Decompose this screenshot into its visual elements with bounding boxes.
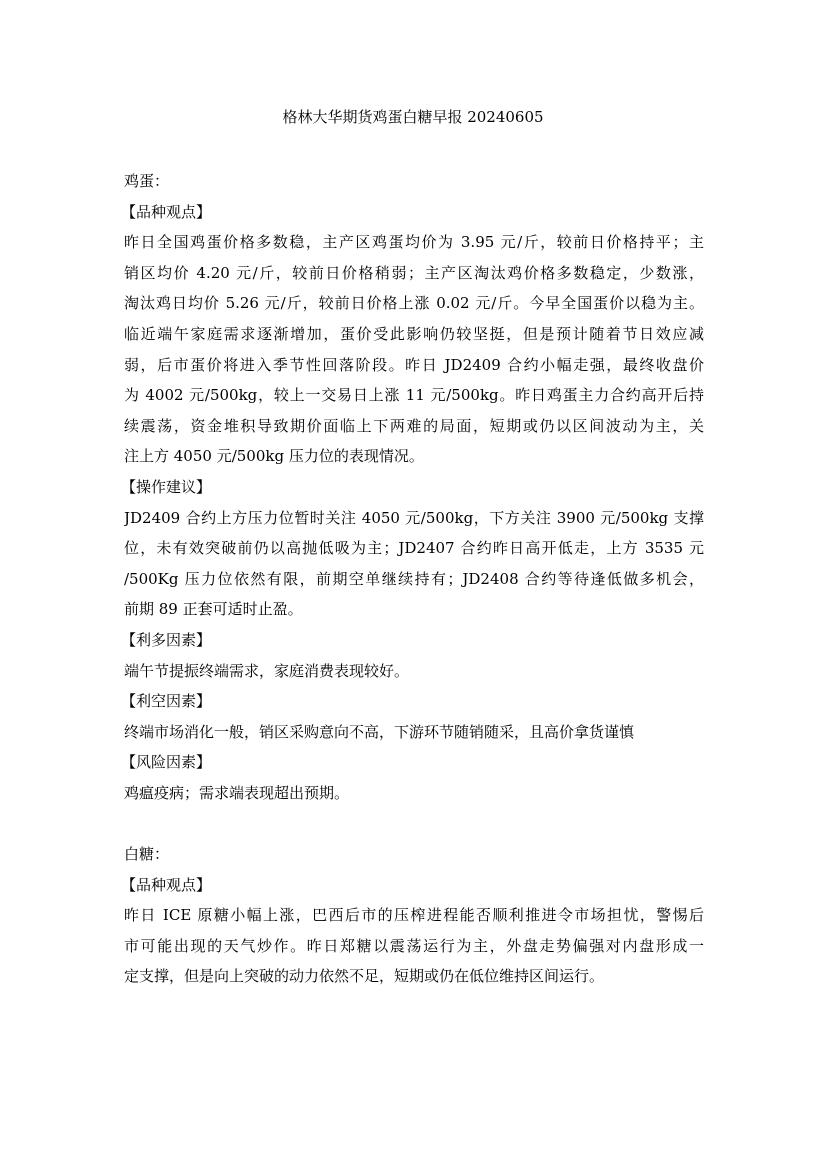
egg-view-line: 注上方 4050 元/500kg 压力位的表现情况。 xyxy=(124,447,424,466)
egg-view-heading: 【品种观点】 xyxy=(121,202,212,221)
egg-view-line: 续震荡，资金堆积导致期价面临上下两难的局面，短期或仍以区间波动为主，关 xyxy=(124,416,704,435)
egg-risk-text: 鸡瘟疫病；需求端表现超出预期。 xyxy=(124,783,350,802)
report-body xyxy=(121,166,704,992)
egg-view-line: 为 4002 元/500kg，较上一交易日上涨 11 元/500kg。昨日鸡蛋主力合约高开后持 xyxy=(124,386,704,405)
egg-view-line: 弱，后市蛋价将进入季节性回落阶段。昨日 JD2409 合约小幅走强，最终收盘价 xyxy=(124,355,704,374)
egg-risk-heading: 【风险因素】 xyxy=(121,753,212,772)
egg-advice-line: 前期 89 正套可适时止盈。 xyxy=(124,600,303,619)
sugar-view-heading: 【品种观点】 xyxy=(121,875,212,894)
sugar-view-line: 昨日 ICE 原糖小幅上涨，巴西后市的压榨进程能否顺利推进令市场担忧，警惕后 xyxy=(124,906,704,925)
egg-advice-line: 位，未有效突破前仍以高抛低吸为主；JD2407 合约昨日高开低走，上方 3535 元 xyxy=(124,539,704,558)
egg-advice-line: JD2409 合约上方压力位暂时关注 4050 元/500kg，下方关注 3900 元/500kg 支撑 xyxy=(124,508,704,527)
egg-bear-text: 终端市场消化一般，销区采购意向不高，下游环节随销随采，且高价拿货谨慎 xyxy=(124,722,635,741)
sugar-view-line: 市可能出现的天气炒作。昨日郑糖以震荡运行为主，外盘走势偏强对内盘形成一 xyxy=(124,936,704,955)
egg-view-line: 销区均价 4.20 元/斤，较前日价格稍弱；主产区淘汰鸡价格多数稳定，少数涨， xyxy=(124,263,704,282)
sugar-view-line: 定支撑，但是向上突破的动力依然不足，短期或仍在低位维持区间运行。 xyxy=(124,967,605,986)
egg-section-heading: 鸡蛋： xyxy=(124,172,170,190)
sugar-section-heading: 白糖： xyxy=(124,845,170,864)
egg-view-line: 昨日全国鸡蛋价格多数稳，主产区鸡蛋均价为 3.95 元/斤，较前日价格持平；主 xyxy=(124,233,704,252)
section-spacer xyxy=(124,808,704,839)
egg-bull-text: 端午节提振终端需求，家庭消费表现较好。 xyxy=(124,661,410,680)
egg-bear-heading: 【利空因素】 xyxy=(121,692,212,711)
egg-advice-heading: 【操作建议】 xyxy=(121,477,212,496)
egg-view-line: 临近端午家庭需求逐渐增加，蛋价受此影响仍较坚挺，但是预计随着节日效应减 xyxy=(124,324,704,343)
report-title: 格林大华期货鸡蛋白糖早报 20240605 xyxy=(282,108,544,126)
egg-view-line: 淘汰鸡日均价 5.26 元/斤，较前日价格上涨 0.02 元/斤。今早全国蛋价以稳为主。 xyxy=(124,294,704,313)
egg-bull-heading: 【利多因素】 xyxy=(121,630,212,649)
egg-advice-line: /500Kg 压力位依然有限，前期空单继续持有；JD2408 合约等待逢低做多机会， xyxy=(124,569,704,588)
